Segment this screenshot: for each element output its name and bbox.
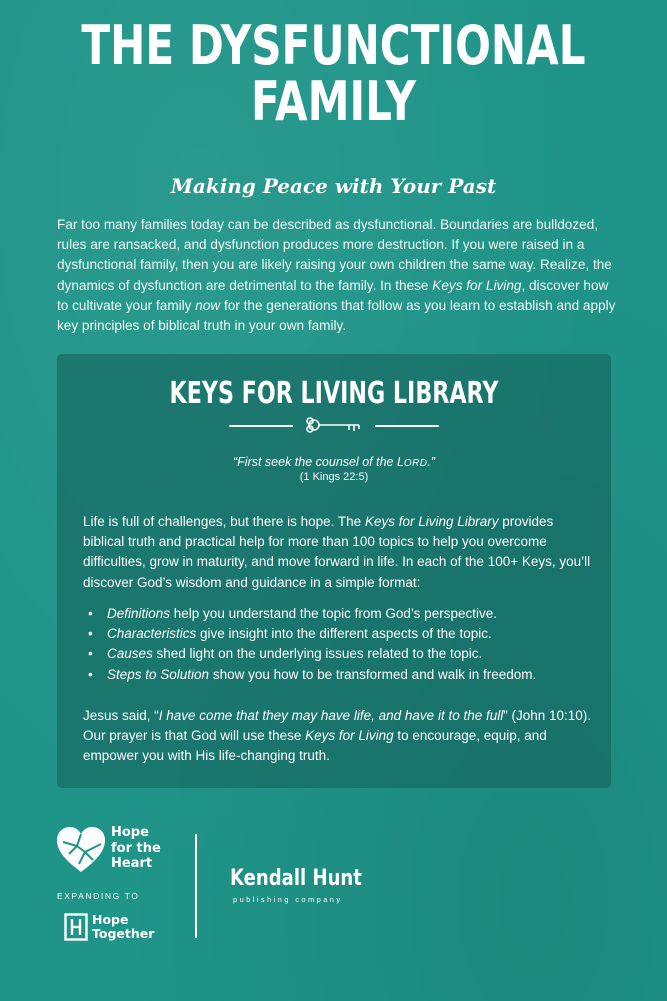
title-line-2: FAMILY [251,70,416,133]
publisher-logo: Kendall Hunt [230,866,362,891]
panel-title: KEYS FOR LIVING LIBRARY [169,376,499,411]
closing-emphasis-2: Keys for Living [305,728,394,744]
description-emphasis: Keys for Living Library [364,514,499,529]
together-logo-line-2: Together [92,925,155,941]
list-item [87,624,597,644]
closing-text-1: Jesus said, “ [83,708,159,723]
closing-text-3: to encourage, equip, and empower you with His life-changing truth. [83,728,547,764]
divider-line-left [229,425,293,427]
closing-paragraph [83,706,603,767]
list-item-text: shed light on the underlying issues related to the topic. [152,646,483,662]
list-item-term: Characteristics [107,626,197,642]
intro-paragraph [57,215,617,336]
scripture-quote [57,455,611,469]
expanding-to-label: EXPANDING TO [57,891,140,901]
key-divider [57,414,611,436]
list-item-text: show you how to be transformed and walk in freedom. [209,666,537,682]
keys-library-panel [57,354,611,788]
list-item-text: help you understand the topic from God’s perspective. [170,606,497,621]
intro-text-1: Far too many families today can be described as dysfunctional. Boundaries are bulldozed, rules are ransacked, and dysfunction produces more destruction. If you were raised in a dysfunctional family, then you are likely raising your own children the same way. Realize, the dynamics of dysfunction are detrimental to the family. In these [57,217,612,293]
hope-for-the-heart-logo [111,825,161,872]
subtitle: Making Peace with Your Past [170,174,497,198]
quote-close: .” [427,455,435,469]
hope-logo-line-3: Heart [111,856,153,871]
intro-text-3: for the generations that follow as you learn to establish and apply key principles of biblical truth in your own family. [57,297,616,334]
hope-logo-line-1: Hope [111,825,149,840]
intro-emphasis-2: now [195,297,221,313]
list-item-term: Definitions [107,606,171,621]
library-description [83,512,593,593]
description-text-2: provides biblical truth and practical help for more than 100 topics to help you overcome difficulties, grow in maturity, and move forward in life. In each of the 100+ Keys, you’ll discover God’s wisdom and guidance in a simple format: [83,514,591,590]
quote-text: “First seek the counsel of the L [233,455,404,469]
intro-text-2: , discover how to cultivate your family [57,277,609,313]
quote-small-caps: ORD [403,458,428,469]
list-item-term: Steps to Solution [107,666,210,682]
divider-line-right [375,425,439,427]
list-item [87,665,597,685]
list-item [87,644,597,664]
intro-emphasis-1: Keys for Living [432,277,522,293]
format-list [87,604,597,685]
description-text-1: Life is full of challenges, but there is hope. The [83,514,365,529]
list-item-text: give insight into the different aspects of the topic. [196,626,492,642]
closing-text-2: ” (John 10:10). Our prayer is that God will use these [83,708,592,744]
hope-together-icon [64,913,88,941]
list-item-term: Causes [107,646,153,662]
title-line-1: THE DYSFUNCTIONAL [81,14,586,77]
key-icon [305,414,365,436]
page-title [73,14,593,133]
list-item [87,604,597,624]
footer-divider [195,834,197,938]
hope-together-logo [92,913,154,940]
heart-logo-icon [55,824,107,876]
together-logo-line-1: Hope [92,912,129,927]
hope-logo-line-2: for the [111,840,161,856]
publisher-tagline: publishing company [233,895,343,904]
closing-emphasis-1: I have come that they may have life, and have it to the full [158,708,504,723]
scripture-reference: (1 Kings 22:5) [299,471,369,483]
